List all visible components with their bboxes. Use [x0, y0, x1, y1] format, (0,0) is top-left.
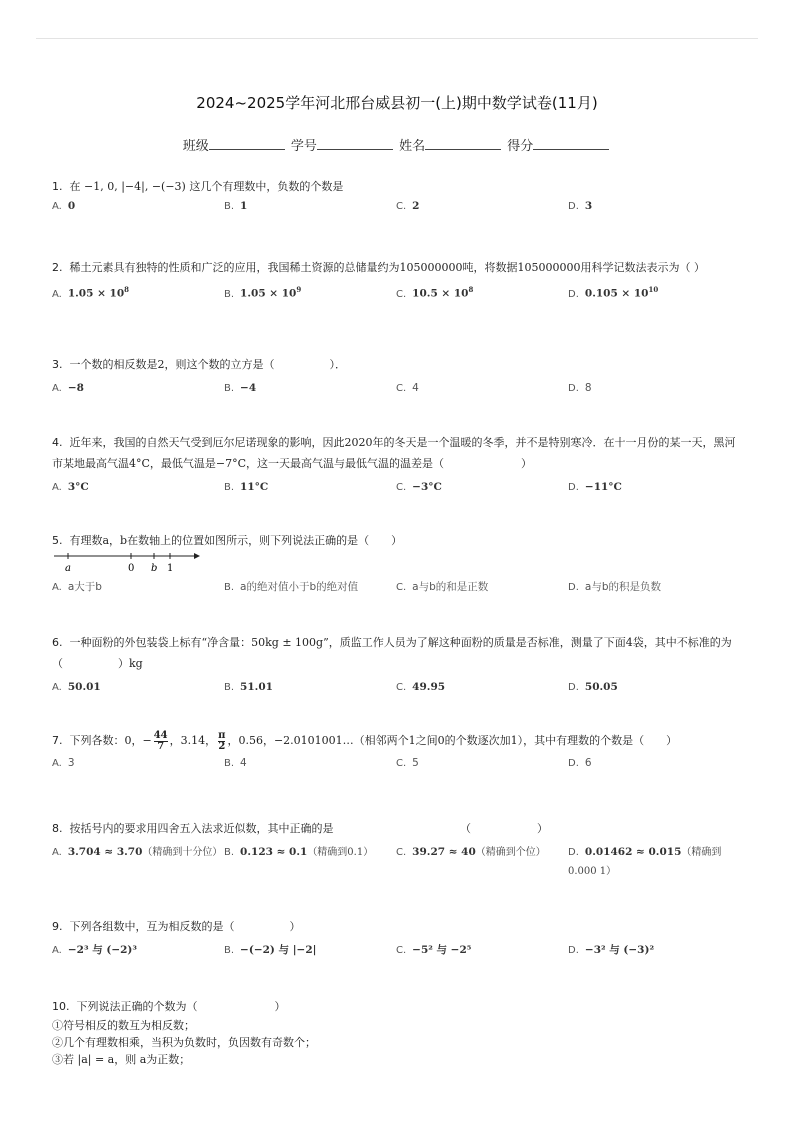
label-0: 0	[128, 563, 135, 574]
label-1: 1	[167, 563, 174, 574]
option-c[interactable]: C. 2	[396, 200, 420, 212]
option-d[interactable]: D. −3² 与 (−3)²	[568, 944, 655, 956]
fraction-44-7: $\frac{44}{7}$	[153, 729, 168, 752]
question-stem: 8. 按括号内的要求用四舍五入法求近似数，其中正确的是 （ ）	[52, 822, 548, 835]
question-10	[52, 996, 740, 1068]
option-d[interactable]: D. $0.105 \times 10^{10}$	[568, 285, 659, 300]
options-row	[52, 578, 740, 600]
option-b[interactable]: B. 51.01	[224, 681, 273, 693]
option-b[interactable]: B. 0.123 ≈ 0.1（精确到0.1）	[224, 846, 374, 858]
option-c[interactable]: C. 39.27 ≈ 40（精确到个位）	[396, 846, 546, 858]
options-row	[52, 379, 740, 401]
option-a[interactable]: A. 3	[52, 756, 75, 769]
axis-arrow	[194, 553, 200, 559]
option-d[interactable]: D. −11°C	[568, 481, 622, 493]
class-blank	[209, 139, 285, 150]
class-label: 班级	[182, 139, 209, 154]
question-stem: 1. 在 −1, 0, |−4|, −(−3) 这几个有理数中，负数的个数是	[52, 180, 344, 193]
option-c[interactable]: C. 49.95	[396, 681, 446, 693]
question-stem: 6. 一种面粉的外包装袋上标有“净含量：50kg ± 100g”，质监工作人员为了解这种面粉的质量是否标准，测量了下面4袋，其中不标准的为（ ）kg	[52, 636, 732, 670]
question-stem: 4. 近年来，我国的自然天气受到厄尔尼诺现象的影响，因此2020年的冬天是一个温暖的冬季，并不是特别寒冷．在十一月份的某一天，黑河市某地最高气温4°C，最低气温是−7°C，这一天最高气温与最低气温的温差是（ ）	[52, 436, 736, 470]
options-row	[52, 678, 740, 700]
score-label: 得分	[507, 139, 534, 154]
option-c[interactable]: C. a与b的和是正数	[396, 581, 489, 593]
question-stem: 9. 下列各组数中，互为相反数的是（ ）	[52, 920, 301, 933]
number-line-svg	[52, 552, 202, 576]
label-b: b	[151, 563, 158, 574]
option-a[interactable]: A. $1.05 \times 10^8$	[52, 285, 130, 300]
option-a[interactable]: A. a大于b	[52, 581, 102, 593]
number-line-figure	[52, 552, 202, 574]
option-a[interactable]: A. −2³ 与 (−2)³	[52, 944, 137, 956]
option-b[interactable]: B. 11°C	[224, 481, 269, 493]
option-c[interactable]: C. −5² 与 −2⁵	[396, 944, 472, 956]
top-rule	[36, 38, 758, 39]
options-row	[52, 754, 740, 776]
question-stem: 2. 稀土元素具有独特的性质和广泛的应用，我国稀土资源的总储量约为105000000吨，将数据105000000用科学记数法表示为（ ）	[52, 261, 705, 274]
student-id-blank	[317, 139, 393, 150]
option-a[interactable]: A. 3°C	[52, 481, 89, 493]
page-title: 2024~2025学年河北邢台威县初一(上)期中数学试卷(11月)	[196, 94, 598, 112]
option-c[interactable]: C. 4	[396, 382, 419, 394]
question-2	[52, 257, 740, 302]
statement-1: ①符号相反的数互为相反数；	[52, 1019, 195, 1032]
option-b[interactable]: B. −4	[224, 382, 257, 394]
option-c[interactable]: C. 5	[396, 756, 419, 769]
student-id-label: 学号	[290, 139, 317, 154]
option-c[interactable]: C. −3°C	[396, 481, 442, 493]
fraction-pi-2: $\frac{\pi}{2}$	[218, 729, 226, 752]
name-blank	[425, 139, 501, 150]
option-b[interactable]: B. a的绝对值小于b的绝对值	[224, 581, 359, 593]
question-4	[52, 432, 740, 500]
option-d[interactable]: D. 0.01462 ≈ 0.015（精确到0.000 1）	[568, 846, 722, 877]
option-d[interactable]: D. 6	[568, 756, 592, 769]
option-b[interactable]: B. −(−2) 与 |−2|	[224, 944, 317, 956]
label-a: a	[65, 563, 71, 574]
question-9	[52, 916, 740, 963]
options-row	[52, 843, 740, 883]
statement-2: ②几个有理数相乘，当积为负数时，负因数有奇数个；	[52, 1036, 316, 1049]
option-a[interactable]: A. 0	[52, 200, 76, 212]
name-label: 姓名	[399, 139, 426, 154]
option-d[interactable]: D. 8	[568, 382, 592, 394]
option-d[interactable]: D. 50.05	[568, 681, 618, 693]
options-row	[52, 478, 740, 500]
option-a[interactable]: A. 50.01	[52, 681, 101, 693]
question-stem: 3. 一个数的相反数是2，则这个数的立方是（ ）．	[52, 358, 346, 371]
statement-3: ③若 |a| = a，则 a为正数；	[52, 1053, 191, 1066]
option-a[interactable]: A. 3.704 ≈ 3.70（精确到十分位）	[52, 846, 223, 858]
question-stem: 5. 有理数a，b在数轴上的位置如图所示，则下列说法正确的是（ ）	[52, 534, 403, 547]
question-5-options	[52, 578, 740, 600]
question-1	[52, 176, 740, 219]
question-stem: 10. 下列说法正确的个数为（ ）	[52, 1000, 286, 1013]
option-d[interactable]: D. a与b的积是负数	[568, 581, 661, 593]
option-a[interactable]: A. −8	[52, 382, 84, 394]
question-6	[52, 632, 740, 700]
options-row	[52, 280, 740, 302]
option-c[interactable]: C. $10.5 \times 10^8$	[396, 285, 474, 300]
question-8	[52, 818, 740, 883]
options-row	[52, 941, 740, 963]
score-blank	[533, 139, 609, 150]
student-info-line	[0, 135, 794, 154]
option-d[interactable]: D. 3	[568, 200, 593, 212]
question-7	[52, 730, 740, 776]
option-b[interactable]: B. 4	[224, 756, 247, 769]
option-b[interactable]: B. 1	[224, 200, 248, 212]
option-b[interactable]: B. $1.05 \times 10^9$	[224, 285, 302, 300]
question-3	[52, 354, 740, 401]
question-stem: 7. 下列各数：0，− $\frac{44}{7}$ ，3.14， $\frac{\pi}{2}$ ，0.56，−2.0101001…（相邻两个1之间0的个数逐次加1），其中有理数的个数是（ ）	[52, 729, 678, 752]
question-5	[52, 530, 740, 551]
options-row	[52, 197, 740, 219]
